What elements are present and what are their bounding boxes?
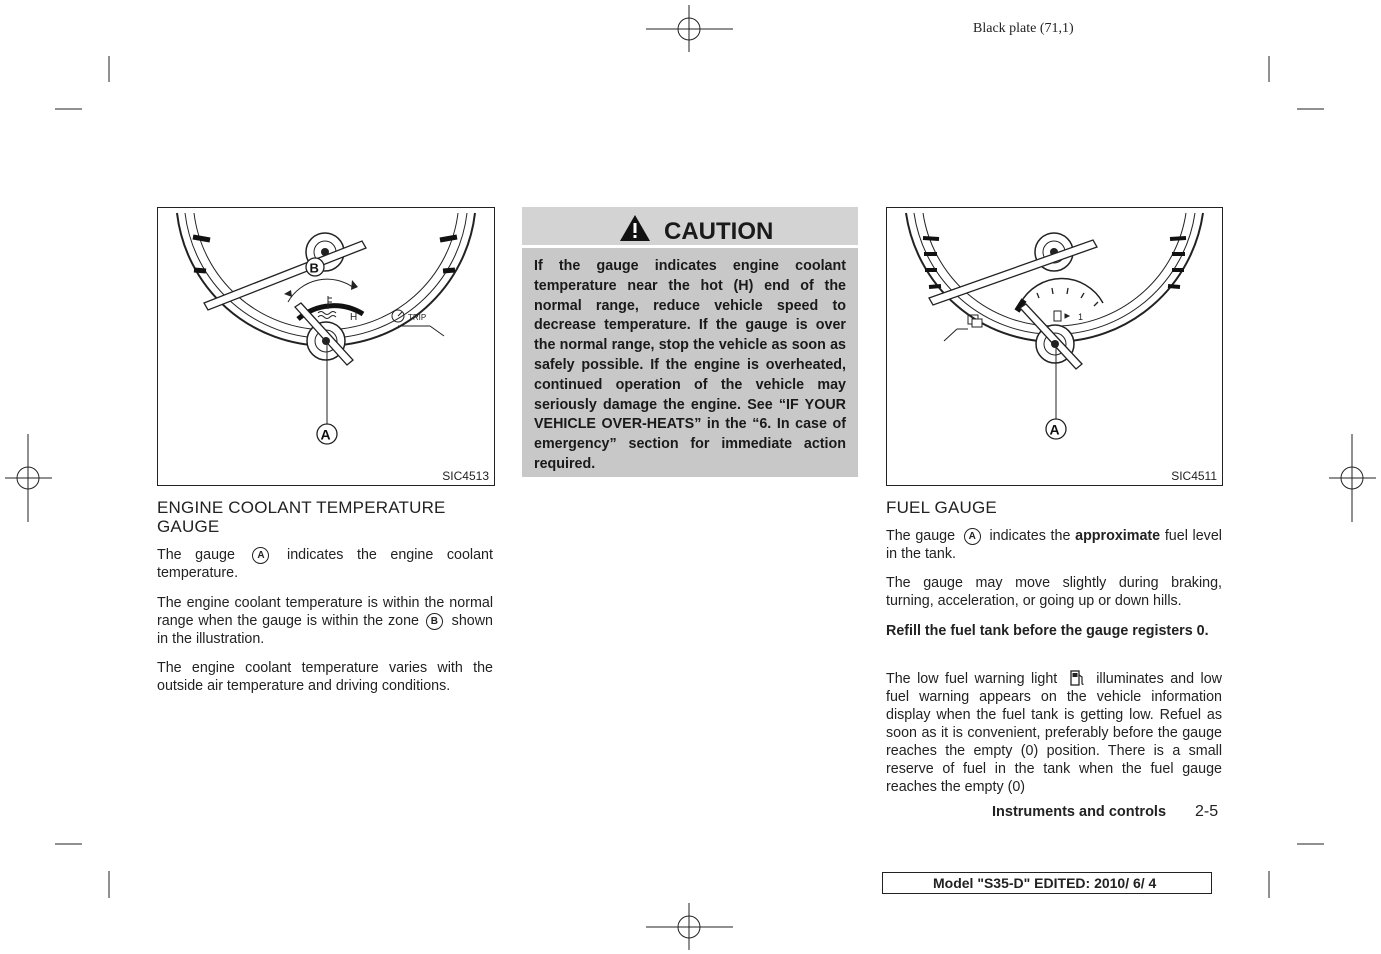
coolant-gauge-illustration [158,208,494,485]
caution-title: CAUTION [664,218,774,245]
full-mark: 1 [1078,312,1084,322]
model-edit-stamp: Model "S35-D" EDITED: 2010/ 6/ 4 [882,872,1212,894]
callout-b-inline: B [426,613,443,630]
fuel-p1-emphasis: approximate [1075,528,1161,544]
page-number: 2-5 [1195,803,1219,820]
coolant-paragraph-1 [157,546,493,582]
hot-mark: H [350,312,358,323]
coolant-p2-start: The engine coolant temperature is within the normal range when the gauge is within the zone [157,595,493,629]
coolant-gauge-figure [157,207,495,486]
trip-label: TRIP [408,313,427,322]
coolant-p1-end: indicates the engine coolant temperature. [157,547,493,581]
callout-b-letter: B [309,260,319,276]
figure-code-fuel: SIC4511 [1171,469,1217,483]
fuel-paragraph-4 [886,669,1222,796]
warning-triangle-icon [619,214,651,242]
section-name: Instruments and controls [992,804,1167,820]
fuel-paragraph-3: Refill the fuel tank before the gauge registers 0. [886,623,1209,639]
fuel-pump-icon [1054,311,1069,321]
callout-a-inline-fuel: A [964,528,981,545]
coolant-heading-line2: GAUGE [157,517,220,536]
fuel-p1-start: The gauge [886,528,956,544]
fuel-gauge-figure [886,207,1223,486]
caution-text: If the gauge indicates engine coolant temperature near the hot (H) end of the normal range, reduce vehicle speed to decrease temperature. If the gauge is over the normal range, stop the vehicle as soon as safely possible. If the engine is overheated, continued operation of the vehicle may seriously damage the engine. See “IF YOUR VEHICLE OVER-HEATS” in the “6. In case of emergency” section for immediate action required. [522,248,858,477]
plate-label: Black plate (71,1) [973,21,1074,36]
low-fuel-warning-icon [1068,669,1086,687]
coolant-p1-start: The gauge [157,547,235,563]
caution-header [522,207,858,245]
fuel-p4-start: The low fuel warning light [886,671,1058,687]
callout-a-letter: A [320,426,331,443]
fuel-paragraph-2: The gauge may move slightly during braking, turning, acceleration, or going up or down hills. [886,575,1222,609]
fuel-paragraph-1 [886,527,1222,563]
coolant-p2-end: shown in the illustration. [157,613,493,647]
coolant-heading [157,498,497,536]
coolant-paragraph-3: The engine coolant temperature varies with the outside air temperature and driving conditions. [157,660,493,694]
figure-code: SIC4513 [442,469,489,483]
fuel-p4-end: illuminates and low fuel warning appears on the vehicle information display when the fuel tank is getting low. Refuel as soon as it is convenient, preferably before the gauge reaches the empty (0) position. There is a small reserve of fuel in the tank when the fuel gauge reaches the empty (0) [886,671,1222,795]
callout-a-letter-fuel: A [1049,421,1060,438]
coolant-heading-line1: ENGINE COOLANT TEMPERATURE [157,498,446,517]
fuel-gauge-illustration [887,208,1222,485]
fuel-p1-end: fuel level in the tank. [886,528,1222,562]
fuel-p1-mid: indicates the [989,528,1071,544]
callout-a-inline: A [252,547,269,564]
fuel-heading: FUEL GAUGE [886,498,997,517]
coolant-paragraph-2 [157,594,493,648]
